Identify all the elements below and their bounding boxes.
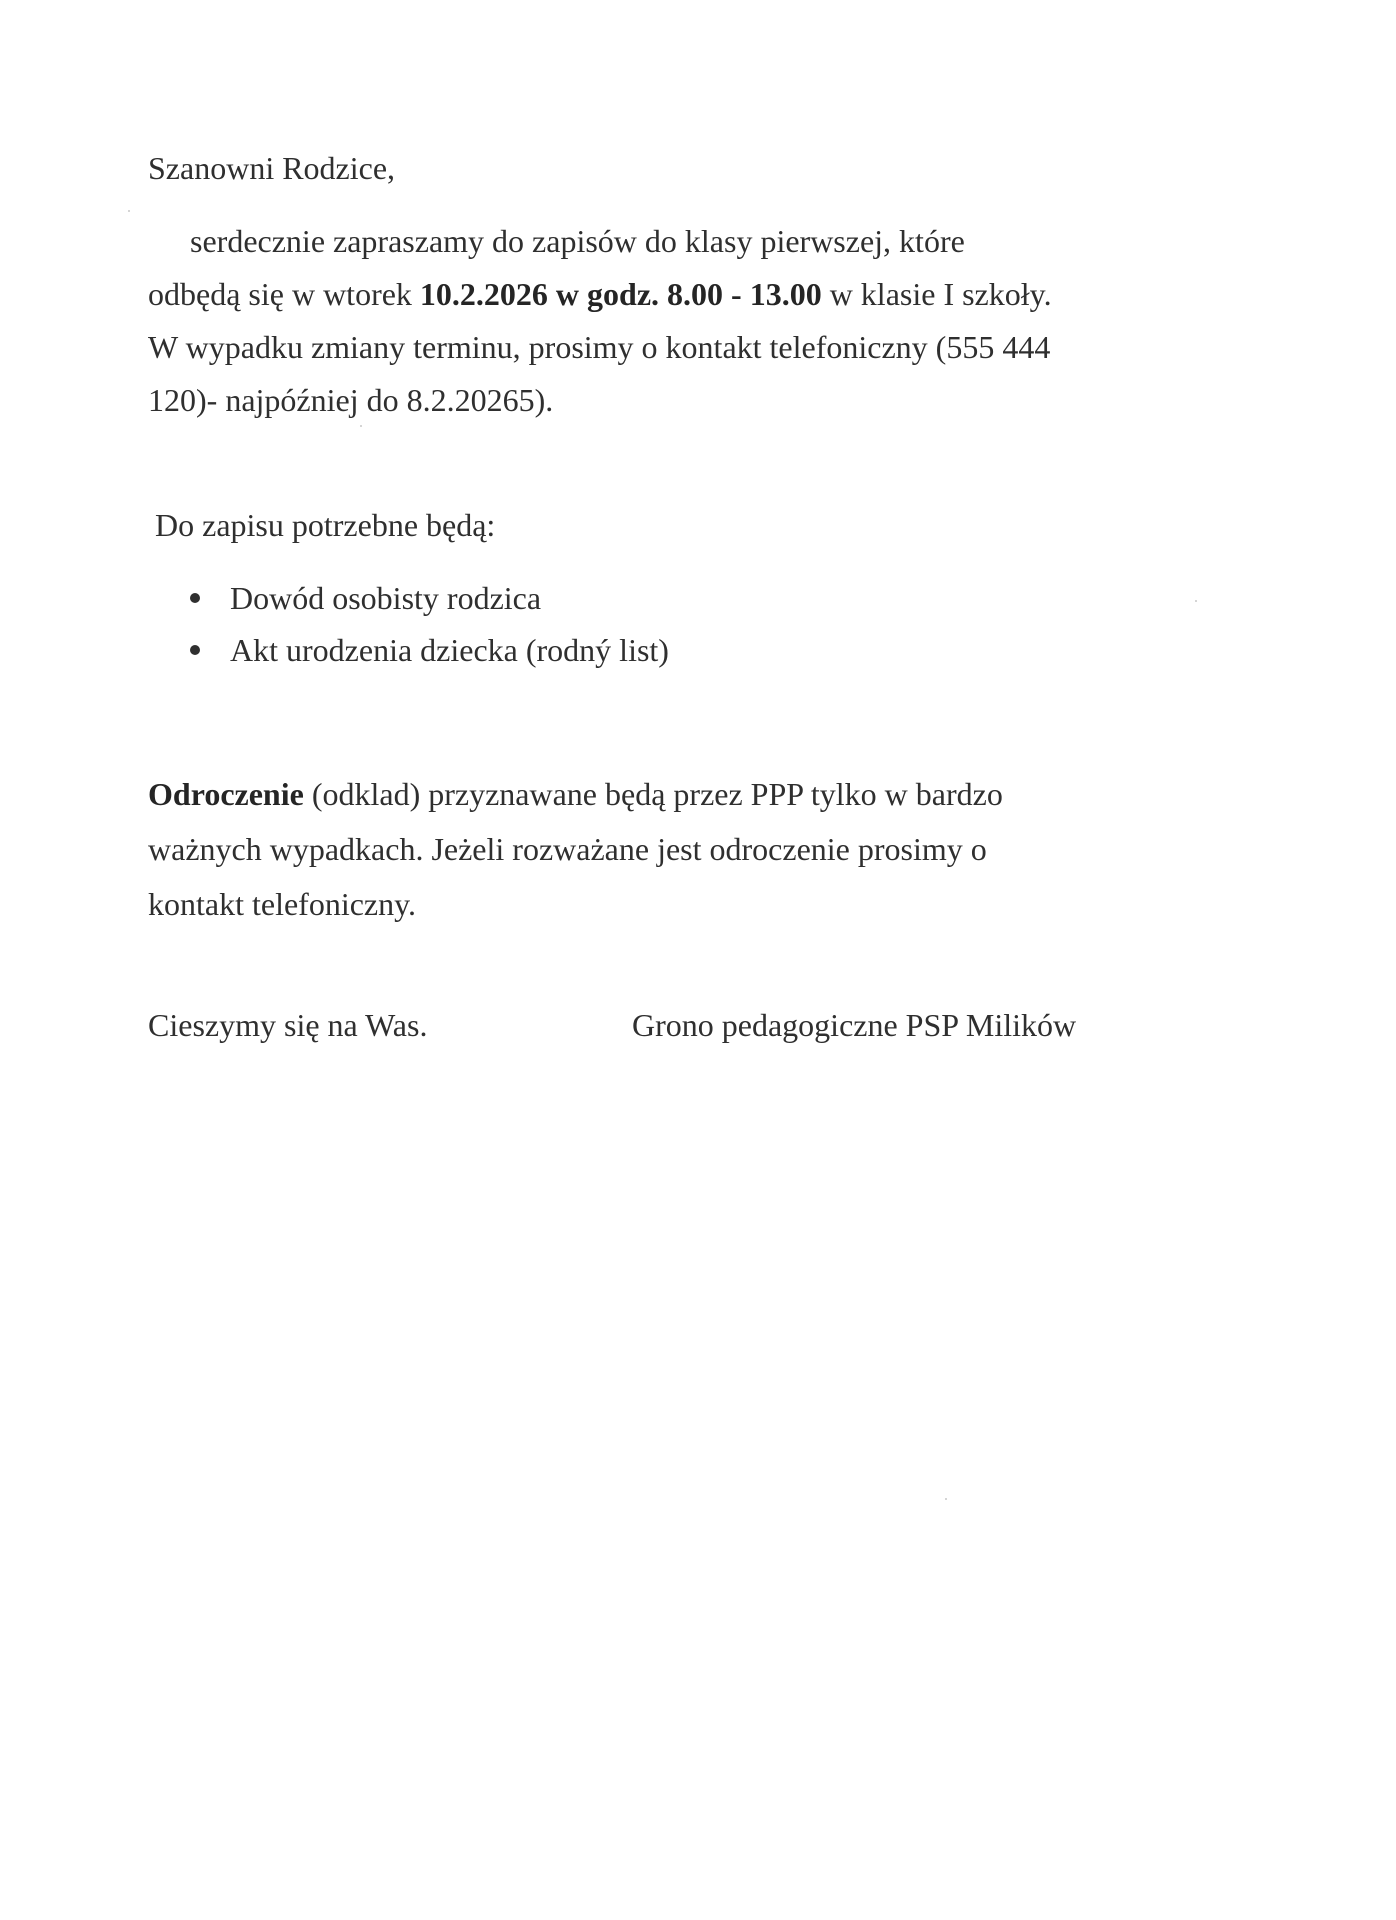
deferral-paragraph [148, 767, 1198, 932]
requirements-heading: Do zapisu potrzebne będą: [155, 507, 496, 543]
scan-speck [360, 425, 362, 427]
signature: Grono pedagogiczne PSP Milików [632, 1007, 1077, 1043]
scan-speck [128, 210, 130, 212]
greeting: Szanowni Rodzice, [148, 150, 396, 186]
invitation-paragraph [148, 215, 1188, 427]
invitation-line-3: W wypadku zmiany terminu, prosimy o kontakt telefoniczny (555 444 [148, 329, 1051, 365]
list-item [190, 624, 669, 676]
deferral-line-2: ważnych wypadkach. Jeżeli rozważane jest odroczenie prosimy o [148, 831, 987, 867]
closing-line: Cieszymy się na Was. [148, 1007, 428, 1043]
list-item-label: Akt urodzenia dziecka (rodný list) [230, 632, 669, 668]
deferral-term: Odroczenie [148, 776, 304, 812]
scan-speck [1195, 600, 1197, 602]
bullet-icon [190, 645, 200, 655]
deferral-line-1: (odklad) przyznawane będą przez PPP tylko w bardzo [303, 776, 1003, 812]
invitation-line-2-end: w klasie I szkoły. [821, 276, 1052, 312]
list-item-label: Dowód osobisty rodzica [230, 580, 542, 616]
requirements-list [190, 572, 669, 676]
scan-speck [945, 1498, 947, 1500]
invitation-line-2-start: odbędą się w wtorek [148, 276, 420, 312]
bullet-icon [190, 593, 200, 603]
deferral-line-3: kontakt telefoniczny. [148, 886, 417, 922]
list-item [190, 572, 669, 624]
invitation-line-4: 120)- najpóźniej do 8.2.20265). [148, 382, 554, 418]
invitation-line-1: serdecznie zapraszamy do zapisów do klasy pierwszej, które [190, 223, 965, 259]
enrollment-date-time: 10.2.2026 w godz. 8.00 - 13.00 [419, 276, 822, 312]
